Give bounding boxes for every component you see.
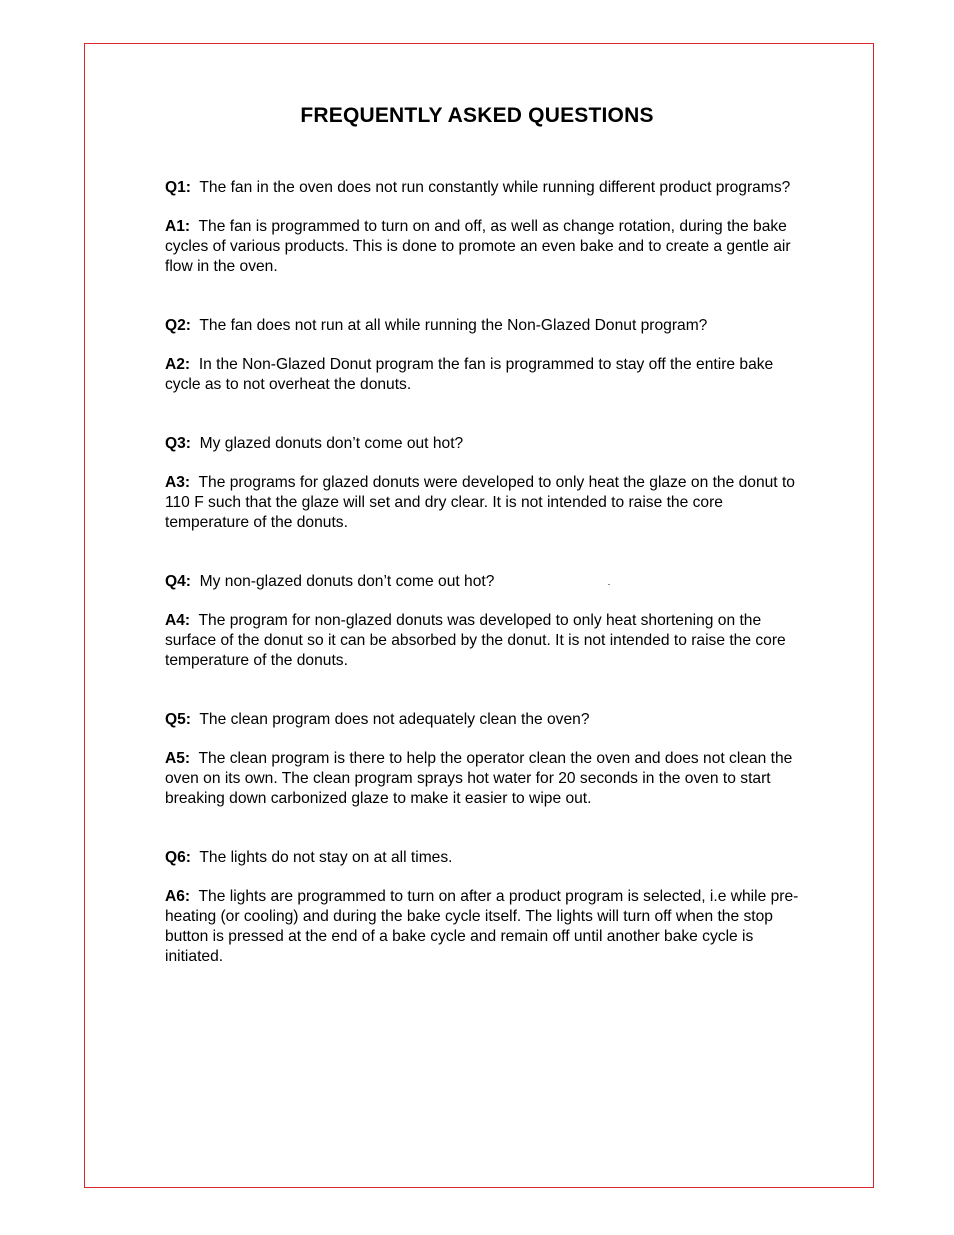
- answer-label: A3:: [165, 474, 191, 491]
- faq-item-3: [165, 434, 805, 533]
- answer-text: In the Non-Glazed Donut program the fan is programmed to stay off the entire bake cycle as to not overheat the donuts.: [165, 356, 774, 393]
- question-label: Q3:: [165, 435, 191, 452]
- question-5: [165, 710, 805, 730]
- question-label: Q4:: [165, 573, 191, 590]
- faq-item-4: [165, 572, 805, 671]
- question-label: Q6:: [165, 849, 191, 866]
- question-2: [165, 316, 805, 336]
- question-text: The fan in the oven does not run constantly while running different product programs?: [199, 179, 791, 196]
- answer-4: [165, 611, 805, 671]
- answer-3: [165, 473, 805, 533]
- answer-label: A4:: [165, 612, 191, 629]
- answer-6: [165, 887, 805, 967]
- answer-5: [165, 749, 805, 809]
- answer-2: [165, 355, 805, 395]
- question-label: Q2:: [165, 317, 191, 334]
- question-6: [165, 848, 805, 868]
- faq-item-2: [165, 316, 805, 395]
- question-3: [165, 434, 805, 454]
- question-text: The clean program does not adequately clean the oven?: [199, 711, 590, 728]
- question-text: The lights do not stay on at all times.: [199, 849, 453, 866]
- faq-list: [165, 178, 805, 967]
- faq-item-5: [165, 710, 805, 809]
- question-text: My non-glazed donuts don’t come out hot?: [199, 573, 495, 590]
- answer-label: A6:: [165, 888, 191, 905]
- question-label: Q1:: [165, 179, 191, 196]
- question-text: The fan does not run at all while running the Non-Glazed Donut program?: [199, 317, 708, 334]
- answer-label: A1:: [165, 218, 191, 235]
- faq-item-1: [165, 178, 805, 277]
- answer-text: The fan is programmed to turn on and off, as well as change rotation, during the bake cycles of various products. This is done to promote an even bake and to create a gentle air flow in the oven.: [165, 218, 791, 275]
- answer-text: The lights are programmed to turn on after a product program is selected, i.e while pre-heating (or cooling) and during the bake cycle itself. The lights will turn off when the stop button is pressed at the end of a bake cycle and remain off until another bake cycle is initiated.: [165, 888, 799, 965]
- answer-1: [165, 217, 805, 277]
- answer-label: A2:: [165, 356, 191, 373]
- answer-text: The programs for glazed donuts were developed to only heat the glaze on the donut to 110 F such that the glaze will set and dry clear. It is not intended to raise the core temperature of the donuts.: [165, 474, 795, 531]
- question-text: My glazed donuts don’t come out hot?: [199, 435, 464, 452]
- page-title: FREQUENTLY ASKED QUESTIONS: [300, 104, 654, 127]
- question-label: Q5:: [165, 711, 191, 728]
- scan-speck: [608, 584, 610, 585]
- answer-label: A5:: [165, 750, 191, 767]
- answer-text: The program for non-glazed donuts was developed to only heat shortening on the surface of the donut so it can be absorbed by the donut. It is not intended to raise the core temperature of the donuts.: [165, 612, 786, 669]
- question-1: [165, 178, 805, 198]
- faq-item-6: [165, 848, 805, 967]
- answer-text: The clean program is there to help the operator clean the oven and does not clean the oven on its own. The clean program sprays hot water for 20 seconds in the oven to start breaking down carbonized glaze to make it easier to wipe out.: [165, 750, 793, 807]
- question-4: [165, 572, 805, 592]
